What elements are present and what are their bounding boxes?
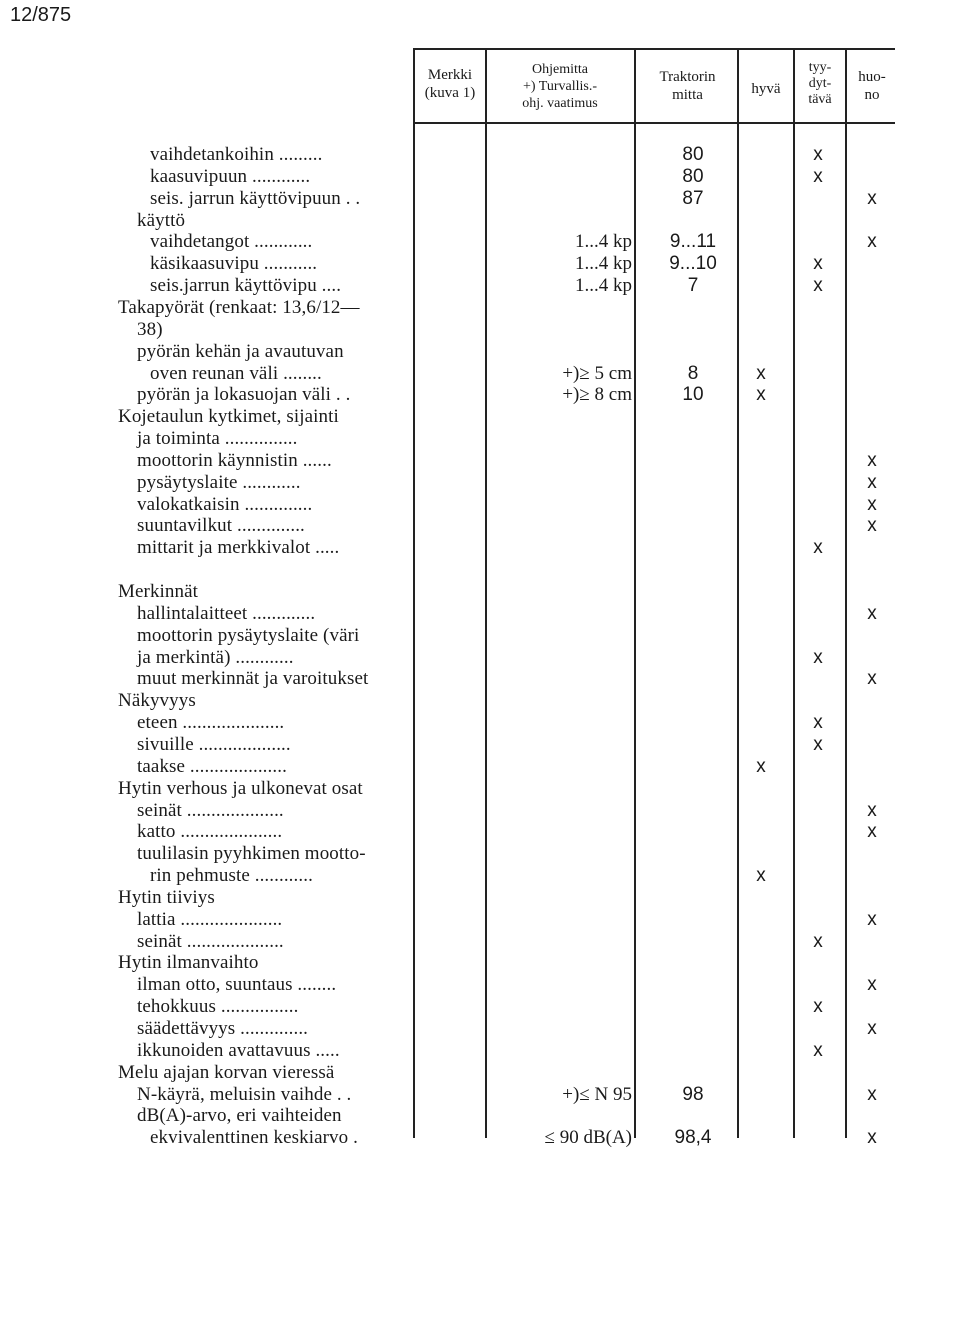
table-row bbox=[0, 800, 960, 822]
header-hyva-line: hyvä bbox=[751, 81, 781, 97]
grade-mark-tyydyttava: x bbox=[813, 537, 823, 558]
row-requirement: 1...4 kp bbox=[575, 253, 632, 274]
header-tyydyttava-line: tävä bbox=[808, 92, 832, 108]
row-measurement: 8 bbox=[687, 363, 699, 384]
grade-mark-tyydyttava: x bbox=[813, 166, 823, 187]
table-row bbox=[0, 909, 960, 931]
row-label: oven reunan väli ........ bbox=[150, 363, 322, 384]
table-row bbox=[0, 887, 960, 909]
row-measurement: 7 bbox=[687, 275, 699, 296]
row-label: katto ..................... bbox=[137, 821, 283, 842]
grade-mark-huono: x bbox=[867, 909, 877, 930]
table-row bbox=[0, 515, 960, 537]
grade-mark-hyva: x bbox=[756, 756, 766, 777]
grade-mark-huono: x bbox=[867, 1084, 877, 1105]
row-label: hallintalaitteet ............. bbox=[137, 603, 316, 624]
header-top-rule bbox=[415, 48, 895, 50]
header-bottom-rule bbox=[415, 122, 895, 124]
grade-mark-tyydyttava: x bbox=[813, 275, 823, 296]
row-label: tuulilasin pyyhkimen mootto- bbox=[137, 843, 366, 864]
grade-mark-huono: x bbox=[867, 450, 877, 471]
row-label: seinät .................... bbox=[137, 800, 284, 821]
row-label: moottorin käynnistin ...... bbox=[137, 450, 332, 471]
header-ohjemitta-line: +) Turvallis.- bbox=[522, 78, 598, 94]
row-measurement: 80 bbox=[682, 144, 704, 165]
header-huono-line: huo- bbox=[858, 69, 886, 85]
row-measurement: 98 bbox=[682, 1084, 704, 1105]
header-ohjemitta-line: Ohjemitta bbox=[532, 62, 588, 77]
row-label: sivuille ................... bbox=[137, 734, 291, 755]
row-label: valokatkaisin .............. bbox=[137, 494, 313, 515]
row-label: rin pehmuste ............ bbox=[150, 865, 313, 886]
table-row bbox=[0, 778, 960, 800]
table-row bbox=[0, 450, 960, 472]
header-merkki-line: Merkki bbox=[427, 67, 473, 83]
grade-mark-huono: x bbox=[867, 472, 877, 493]
table-row bbox=[0, 166, 960, 188]
header-ohjemitta-line: ohj. vaatimus bbox=[522, 95, 598, 111]
grade-mark-hyva: x bbox=[756, 363, 766, 384]
grade-mark-tyydyttava: x bbox=[813, 253, 823, 274]
table-row bbox=[0, 647, 960, 669]
header-traktorin-line: mitta bbox=[672, 87, 703, 103]
row-requirement: 1...4 kp bbox=[575, 231, 632, 252]
grade-mark-tyydyttava: x bbox=[813, 1040, 823, 1061]
table-row bbox=[0, 843, 960, 865]
row-label: säädettävyys .............. bbox=[137, 1018, 309, 1039]
row-label: seinät .................... bbox=[137, 931, 284, 952]
row-measurement: 87 bbox=[682, 188, 704, 209]
grade-mark-huono: x bbox=[867, 494, 877, 515]
table-row bbox=[0, 974, 960, 996]
row-label: seis.jarrun käyttövipu .... bbox=[150, 275, 342, 296]
header-traktorin-mitta bbox=[640, 68, 735, 104]
table-row bbox=[0, 384, 960, 406]
header-tyydyttava-line: tyy- bbox=[808, 60, 832, 75]
table-row bbox=[0, 188, 960, 210]
grade-mark-tyydyttava: x bbox=[813, 712, 823, 733]
grade-mark-tyydyttava: x bbox=[813, 144, 823, 165]
table-row bbox=[0, 734, 960, 756]
grade-mark-tyydyttava: x bbox=[813, 931, 823, 952]
table-row bbox=[0, 428, 960, 450]
table-row bbox=[0, 1062, 960, 1084]
row-measurement: 98,4 bbox=[674, 1127, 712, 1148]
row-label: pyörän kehän ja avautuvan bbox=[137, 341, 344, 362]
row-label: tehokkuus ................ bbox=[137, 996, 299, 1017]
row-label: dB(A)-arvo, eri vaihteiden bbox=[137, 1105, 342, 1126]
grade-mark-huono: x bbox=[867, 603, 877, 624]
table-row bbox=[0, 341, 960, 363]
grade-mark-tyydyttava: x bbox=[813, 647, 823, 668]
row-measurement: 9...10 bbox=[669, 253, 717, 274]
header-merkki bbox=[415, 66, 485, 102]
grade-mark-huono: x bbox=[867, 974, 877, 995]
row-label: Hytin tiiviys bbox=[118, 887, 215, 908]
table-row bbox=[0, 363, 960, 385]
table-row bbox=[0, 821, 960, 843]
table-row bbox=[0, 865, 960, 887]
row-measurement: 10 bbox=[682, 384, 704, 405]
table-row bbox=[0, 472, 960, 494]
row-label: ikkunoiden avattavuus ..... bbox=[137, 1040, 340, 1061]
row-label: Merkinnät bbox=[118, 581, 199, 602]
row-label: ilman otto, suuntaus ........ bbox=[137, 974, 337, 995]
table-row bbox=[0, 231, 960, 253]
row-measurement: 9...11 bbox=[669, 231, 717, 252]
row-label: Hytin ilmanvaihto bbox=[118, 952, 259, 973]
table-row bbox=[0, 559, 960, 581]
row-label: Hytin verhous ja ulkonevat osat bbox=[118, 778, 363, 799]
table-row bbox=[0, 1105, 960, 1127]
row-label: pyörän ja lokasuojan väli . . bbox=[137, 384, 351, 405]
row-label: Takapyörät (renkaat: 13,6/12— bbox=[118, 297, 360, 318]
header-tyydyttava bbox=[796, 60, 844, 108]
grade-mark-hyva: x bbox=[756, 384, 766, 405]
grade-mark-huono: x bbox=[867, 668, 877, 689]
table-row bbox=[0, 756, 960, 778]
table-row bbox=[0, 144, 960, 166]
grade-mark-tyydyttava: x bbox=[813, 734, 823, 755]
row-label: N-käyrä, meluisin vaihde . . bbox=[137, 1084, 352, 1105]
header-traktorin-line: Traktorin bbox=[659, 69, 716, 85]
header-huono-line: no bbox=[864, 87, 880, 103]
row-label: ekvivalenttinen keskiarvo . bbox=[150, 1127, 358, 1148]
header-huono bbox=[848, 68, 896, 104]
row-label: käyttö bbox=[137, 210, 186, 231]
row-label: käsikaasuvipu ........... bbox=[150, 253, 318, 274]
row-label: moottorin pysäytyslaite (väri bbox=[137, 625, 360, 646]
row-label: kaasuvipuun ............ bbox=[150, 166, 311, 187]
row-label: suuntavilkut .............. bbox=[137, 515, 305, 536]
table-row bbox=[0, 253, 960, 275]
grade-mark-huono: x bbox=[867, 188, 877, 209]
table-row bbox=[0, 952, 960, 974]
row-label: eteen ..................... bbox=[137, 712, 285, 733]
row-requirement: 1...4 kp bbox=[575, 275, 632, 296]
row-label: Näkyvyys bbox=[118, 690, 196, 711]
table-row bbox=[0, 712, 960, 734]
row-label: taakse .................... bbox=[137, 756, 287, 777]
table-row bbox=[0, 494, 960, 516]
table-row bbox=[0, 406, 960, 428]
table-row bbox=[0, 1084, 960, 1106]
grade-mark-huono: x bbox=[867, 1018, 877, 1039]
table-row bbox=[0, 319, 960, 341]
row-requirement: +)≥ 5 cm bbox=[562, 363, 632, 384]
grade-mark-huono: x bbox=[867, 821, 877, 842]
row-label: ja toiminta ............... bbox=[137, 428, 298, 449]
row-label: lattia ..................... bbox=[137, 909, 283, 930]
row-label: Melu ajajan korvan vieressä bbox=[118, 1062, 335, 1083]
table-row bbox=[0, 297, 960, 319]
row-requirement: +)≤ N 95 bbox=[562, 1084, 632, 1105]
table-row bbox=[0, 1040, 960, 1062]
table-row bbox=[0, 690, 960, 712]
grade-mark-hyva: x bbox=[756, 865, 766, 886]
row-requirement: ≤ 90 dB(A) bbox=[544, 1127, 632, 1148]
row-label: vaihdetangot ............ bbox=[150, 231, 313, 252]
grade-mark-huono: x bbox=[867, 231, 877, 252]
row-measurement: 80 bbox=[682, 166, 704, 187]
header-tyydyttava-line: dyt- bbox=[808, 76, 832, 92]
page-number: 12/875 bbox=[10, 4, 72, 26]
table-row bbox=[0, 1018, 960, 1040]
header-hyva bbox=[740, 80, 792, 98]
grade-mark-huono: x bbox=[867, 800, 877, 821]
row-label: seis. jarrun käyttövipuun . . bbox=[150, 188, 361, 209]
header-ohjemitta bbox=[490, 62, 630, 112]
row-requirement: +)≥ 8 cm bbox=[562, 384, 632, 405]
table-row bbox=[0, 210, 960, 232]
row-label: vaihdetankoihin ......... bbox=[150, 144, 323, 165]
row-label: muut merkinnät ja varoitukset bbox=[137, 668, 369, 689]
row-label: mittarit ja merkkivalot ..... bbox=[137, 537, 340, 558]
table-row bbox=[0, 1127, 960, 1149]
table-row bbox=[0, 625, 960, 647]
row-label: Kojetaulun kytkimet, sijainti bbox=[118, 406, 339, 427]
table-row bbox=[0, 668, 960, 690]
grade-mark-huono: x bbox=[867, 1127, 877, 1148]
table-row bbox=[0, 603, 960, 625]
table-row bbox=[0, 537, 960, 559]
row-label: pysäytyslaite ............ bbox=[137, 472, 301, 493]
table-row bbox=[0, 581, 960, 603]
table-row bbox=[0, 996, 960, 1018]
row-label: 38) bbox=[137, 319, 163, 340]
table-row bbox=[0, 275, 960, 297]
row-label: ja merkintä) ............ bbox=[137, 647, 294, 668]
grade-mark-tyydyttava: x bbox=[813, 996, 823, 1017]
table-row bbox=[0, 931, 960, 953]
header-merkki-line: (kuva 1) bbox=[424, 85, 476, 101]
grade-mark-huono: x bbox=[867, 515, 877, 536]
